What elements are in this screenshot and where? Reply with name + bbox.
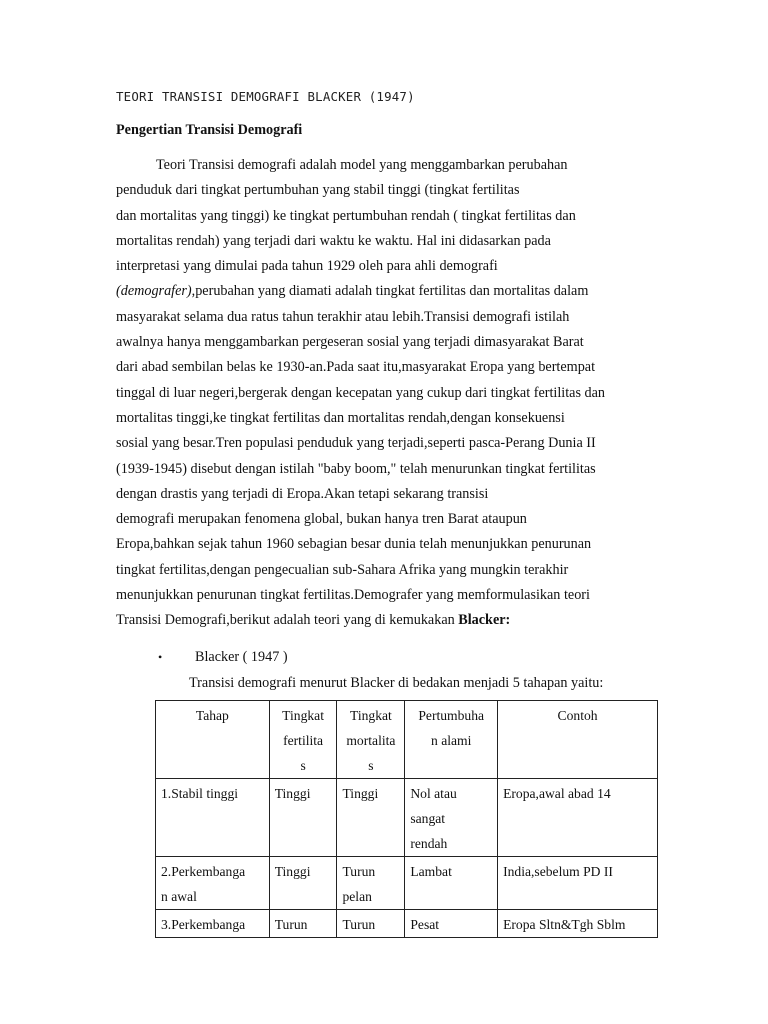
header-line: s xyxy=(368,758,374,773)
header-line: n alami xyxy=(431,733,472,748)
table-row xyxy=(156,779,658,857)
cell-line: Turun xyxy=(274,917,308,932)
bullet-text: Blacker ( 1947 ) xyxy=(195,649,288,665)
paragraph-line: Eropa,bahkan sejak tahun 1960 sebagian besar dunia telah menunjukkan penurunan xyxy=(116,536,592,553)
header-cell xyxy=(337,701,405,779)
paragraph-line: tingkat fertilitas,dengan pengecualian sub-Sahara Afrika yang mungkin terakhir xyxy=(116,561,569,578)
paragraph-line: masyarakat selama dua ratus tahun terakhir atau lebih.Transisi demografi istilah xyxy=(116,308,570,325)
header-cell xyxy=(498,701,658,779)
paragraph-line: demografi merupakan fenomena global, bukan hanya tren Barat ataupun xyxy=(116,511,527,528)
cell-line: Turun xyxy=(342,917,376,932)
table-intro: Transisi demografi menurut Blacker di bedakan menjadi 5 tahapan yaitu: xyxy=(189,675,604,691)
cell-line: 3.Perkembanga xyxy=(161,917,246,932)
cell-line: 1.Stabil tinggi xyxy=(161,786,239,801)
paragraph-line: interpretasi yang dimulai pada tahun 1929 oleh para ahli demografi xyxy=(116,258,498,275)
section-heading: Pengertian Transisi Demografi xyxy=(116,122,303,138)
table-cell xyxy=(269,857,337,910)
header-cell xyxy=(405,701,498,779)
table-cell xyxy=(269,910,337,938)
paragraph-line: (1939-1945) disebut dengan istilah "baby boom," telah menurunkan tingkat fertilitas xyxy=(116,460,596,477)
paragraph-line-rest: ,perubahan yang diamati adalah tingkat fertilitas dan mortalitas dalam xyxy=(191,283,589,300)
paragraph-line: dengan drastis yang terjadi di Eropa.Akan tetapi sekarang transisi xyxy=(116,485,489,502)
cell-line: rendah xyxy=(410,836,448,851)
table-cell xyxy=(405,857,498,910)
bullet-icon: • xyxy=(158,650,163,664)
cell-line: pelan xyxy=(342,889,372,904)
table-cell xyxy=(405,910,498,938)
table-cell xyxy=(156,910,270,938)
paragraph-line-plain: Transisi Demografi,berikut adalah teori yang di kemukakan xyxy=(116,612,459,629)
cell-line: Pesat xyxy=(410,917,440,932)
cell-line: Nol atau xyxy=(410,786,457,801)
italic-term: (demografer) xyxy=(116,283,192,300)
header-line: Tingkat xyxy=(350,708,392,723)
table-cell xyxy=(405,779,498,857)
header-line: mortalita xyxy=(346,733,396,748)
paragraph-line: tinggal di luar negeri,bergerak dengan kecepatan yang cukup dari tingkat fertilitas dan xyxy=(116,384,606,401)
cell-line: Tinggi xyxy=(274,864,311,879)
cell-line: Lambat xyxy=(410,864,452,879)
table-cell xyxy=(156,779,270,857)
header-line: Contoh xyxy=(557,708,598,723)
cell-line: India,sebelum PD II xyxy=(503,864,613,879)
cell-line: Turun xyxy=(342,864,376,879)
paragraph-line xyxy=(116,279,656,304)
paragraph-line: penduduk dari tingkat pertumbuhan yang stabil tinggi (tingkat fertilitas xyxy=(116,182,520,199)
table-cell xyxy=(337,910,405,938)
cell-line: Tinggi xyxy=(274,786,311,801)
header-cell xyxy=(156,701,270,779)
header-line: Tingkat xyxy=(282,708,324,723)
cell-line: 2.Perkembanga xyxy=(161,864,246,879)
header-line: s xyxy=(300,758,306,773)
cell-line: Tinggi xyxy=(342,786,379,801)
paragraph-line: mortalitas tinggi,ke tingkat fertilitas dan mortalitas rendah,dengan konsekuensi xyxy=(116,409,565,426)
demographic-stages-table xyxy=(155,700,658,938)
paragraph-line: dan mortalitas yang tinggi) ke tingkat pertumbuhan rendah ( tingkat fertilitas dan xyxy=(116,207,576,224)
header-line: Pertumbuha xyxy=(418,708,485,723)
bullet-item xyxy=(158,649,288,666)
paragraph-line: Teori Transisi demografi adalah model yang menggambarkan perubahan xyxy=(156,157,568,173)
paragraph-line: sosial yang besar.Tren populasi penduduk yang terjadi,seperti pasca-Perang Dunia II xyxy=(116,435,596,452)
table-cell xyxy=(498,857,658,910)
header-line: Tahap xyxy=(195,708,229,723)
table-header-row xyxy=(156,701,658,779)
paragraph-line: mortalitas rendah) yang terjadi dari waktu ke waktu. Hal ini didasarkan pada xyxy=(116,232,551,249)
table-cell xyxy=(337,857,405,910)
document-title: TEORI TRANSISI DEMOGRAFI BLACKER (1947) xyxy=(116,89,415,104)
table-row xyxy=(156,910,658,938)
cell-line: sangat xyxy=(410,811,446,826)
paragraph-line: dari abad sembilan belas ke 1930-an.Pada saat itu,masyarakat Eropa yang bertempat xyxy=(116,359,596,376)
header-line: fertilita xyxy=(283,733,324,748)
table-cell xyxy=(498,779,658,857)
table-cell xyxy=(337,779,405,857)
bold-term: Blacker: xyxy=(458,612,511,629)
paragraph-line: menunjukkan penurunan tingkat fertilitas.Demografer yang memformulasikan teori xyxy=(116,587,590,604)
body-paragraph xyxy=(116,153,656,634)
table-cell xyxy=(269,779,337,857)
header-cell xyxy=(269,701,337,779)
cell-line: n awal xyxy=(161,889,197,904)
table-row xyxy=(156,857,658,910)
paragraph-line xyxy=(116,608,656,633)
table-cell xyxy=(498,910,658,938)
table-cell xyxy=(156,857,270,910)
cell-line: Eropa Sltn&Tgh Sblm xyxy=(503,917,626,932)
paragraph-line: awalnya hanya menggambarkan pergeseran sosial yang terjadi dimasyarakat Barat xyxy=(116,334,584,351)
cell-line: Eropa,awal abad 14 xyxy=(503,786,611,801)
